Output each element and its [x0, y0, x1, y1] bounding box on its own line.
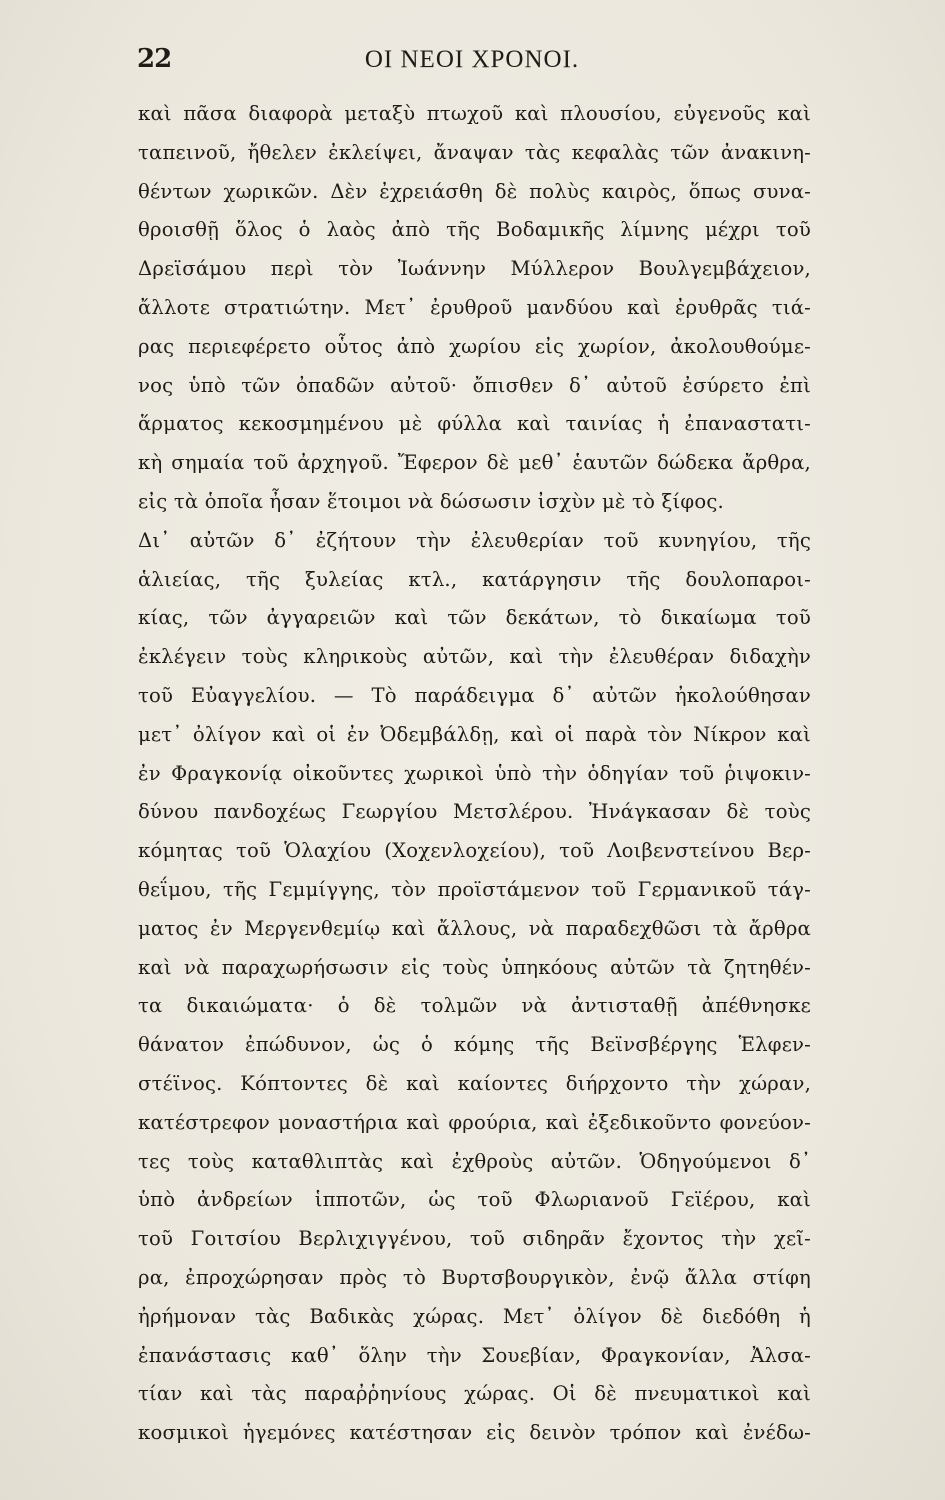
text-line: ταπεινοῦ, ἤθελεν ἐκλείψει, ἄναψαν τὰς κεφαλὰς τῶν ἀνακινη-: [138, 140, 811, 164]
text-line: καὶ νὰ παραχωρήσωσιν εἰς τοὺς ὑπηκόους αὐτῶν τὰ ζητηθέν-: [138, 955, 811, 979]
text-line: ἄλλοτε στρατιώτην. Μετ᾽ ἐρυθροῦ μανδύου καὶ ἐρυθρᾶς τιά-: [138, 295, 811, 319]
text-line: θέντων χωρικῶν. Δὲν ἐχρειάσθη δὲ πολὺς καιρὸς, ὅπως συνα-: [138, 179, 811, 203]
text-line: δύνου πανδοχέως Γεωργίου Μετσλέρου. Ἠνάγκασαν δὲ τοὺς: [138, 800, 811, 824]
text-line: ὑπὸ ἀνδρείων ἱπποτῶν, ὡς τοῦ Φλωριανοῦ Γεϊέρου, καὶ: [138, 1188, 811, 1212]
running-title: ΟΙ ΝΕΟΙ ΧΡΟΝΟΙ.: [364, 46, 580, 73]
text-line: τίαν καὶ τὰς παραῤῥηνίους χώρας. Οἱ δὲ πνευματικοὶ καὶ: [138, 1382, 811, 1406]
page-number: 22: [137, 44, 172, 74]
text-line: ἠρήμοναν τὰς Βαδικὰς χώρας. Μετ᾽ ὀλίγον δὲ διεδόθη ἡ: [138, 1304, 811, 1328]
text-line: τοῦ Γοιτσίου Βερλιχιγγένου, τοῦ σιδηρᾶν ἔχοντος τὴν χεῖ-: [138, 1227, 811, 1251]
text-line: θάνατον ἐπώδυνον, ὡς ὁ κόμης τῆς Βεϊνσβέργης Ἑλφεν-: [138, 1033, 811, 1057]
text-line: ματος ἐν Μεργενθεμίῳ καὶ ἄλλους, νὰ παραδεχθῶσι τὰ ἄρθρα: [138, 916, 811, 940]
text-line: καὶ πᾶσα διαφορὰ μεταξὺ πτωχοῦ καὶ πλουσίου, εὐγενοῦς καὶ: [138, 102, 811, 125]
text-line: ἐν Φραγκονίᾳ οἰκοῦντες χωρικοὶ ὑπὸ τὴν ὁδηγίαν τοῦ ῥιψοκιν-: [138, 761, 811, 785]
text-line: τα δικαιώματα· ὁ δὲ τολμῶν νὰ ἀντισταθῇ ἀπέθνησκε: [138, 994, 811, 1018]
text-line: στέϊνος. Κόπτοντες δὲ καὶ καίοντες διήρχοντο τὴν χώραν,: [138, 1071, 811, 1095]
text-line: ἐπανάστασις καθ᾽ ὅλην τὴν Σουεβίαν, Φραγκονίαν, Ἀλσα-: [138, 1343, 811, 1367]
text-line: τες τοὺς καταθλιπτὰς καὶ ἐχθροὺς αὐτῶν. Ὁδηγούμενοι δ᾽: [138, 1149, 811, 1173]
text-line: Δι᾽ αὐτῶν δ᾽ ἐζήτουν τὴν ἐλευθερίαν τοῦ κυνηγίου, τῆς: [138, 528, 811, 552]
text-line: ρα, ἐπροχώρησαν πρὸς τὸ Βυρτσβουργικὸν, ἐνῷ ἄλλα στίφη: [138, 1265, 811, 1289]
text-line: ἅρματος κεκοσμημένου μὲ φύλλα καὶ ταινίας ἡ ἐπαναστατι-: [138, 412, 811, 436]
text-line: ἐκλέγειν τοὺς κληρικοὺς αὐτῶν, καὶ τὴν ἐλευθέραν διδαχὴν: [138, 645, 811, 669]
text-line: εἰς τὰ ὁποῖα ἦσαν ἕτοιμοι νὰ δώσωσιν ἰσχὺν μὲ τὸ ξίφος.: [138, 489, 724, 513]
page-header: [137, 42, 807, 82]
text-line: θεΐμου, τῆς Γεμμίγγης, τὸν προϊστάμενον τοῦ Γερμανικοῦ τάγ-: [138, 877, 811, 901]
body-text: [138, 95, 811, 1453]
text-line: ἁλιείας, τῆς ξυλείας κτλ., κατάργησιν τῆς δουλοπαροι-: [138, 567, 811, 591]
text-line: μετ᾽ ὀλίγον καὶ οἱ ἐν Ὀδεμβάλδῃ, καὶ οἱ παρὰ τὸν Νίκρον καὶ: [138, 722, 811, 746]
text-line: ρας περιεφέρετο οὗτος ἀπὸ χωρίου εἰς χωρίον, ἀκολουθούμε-: [138, 334, 811, 358]
text-line: κίας, τῶν ἀγγαρειῶν καὶ τῶν δεκάτων, τὸ δικαίωμα τοῦ: [138, 606, 811, 630]
text-line: θροισθῇ ὅλος ὁ λαὸς ἀπὸ τῆς Βοδαμικῆς λίμνης μέχρι τοῦ: [138, 218, 811, 242]
text-line: κατέστρεφον μοναστήρια καὶ φρούρια, καὶ ἐξεδικοῦντο φονεύον-: [138, 1110, 811, 1134]
text-line: τοῦ Εὐαγγελίου. — Τὸ παράδειγμα δ᾽ αὐτῶν ἠκολούθησαν: [138, 683, 811, 707]
text-line: κὴ σημαία τοῦ ἀρχηγοῦ. Ἔφερον δὲ μεθ᾽ ἑαυτῶν δώδεκα ἄρθρα,: [138, 451, 811, 475]
text-line: κοσμικοὶ ἡγεμόνες κατέστησαν εἰς δεινὸν τρόπον καὶ ἐνέδω-: [138, 1421, 811, 1445]
text-line: νος ὑπὸ τῶν ὀπαδῶν αὐτοῦ· ὄπισθεν δ᾽ αὐτοῦ ἐσύρετο ἐπὶ: [138, 373, 811, 397]
text-line: Δρεϊσάμου περὶ τὸν Ἰωάννην Μύλλερον Βουλγεμβάχειον,: [138, 257, 811, 281]
text-line: κόμητας τοῦ Ὁλαχίου (Χοχενλοχείου), τοῦ Λοιβενστείνου Βερ-: [138, 839, 811, 863]
